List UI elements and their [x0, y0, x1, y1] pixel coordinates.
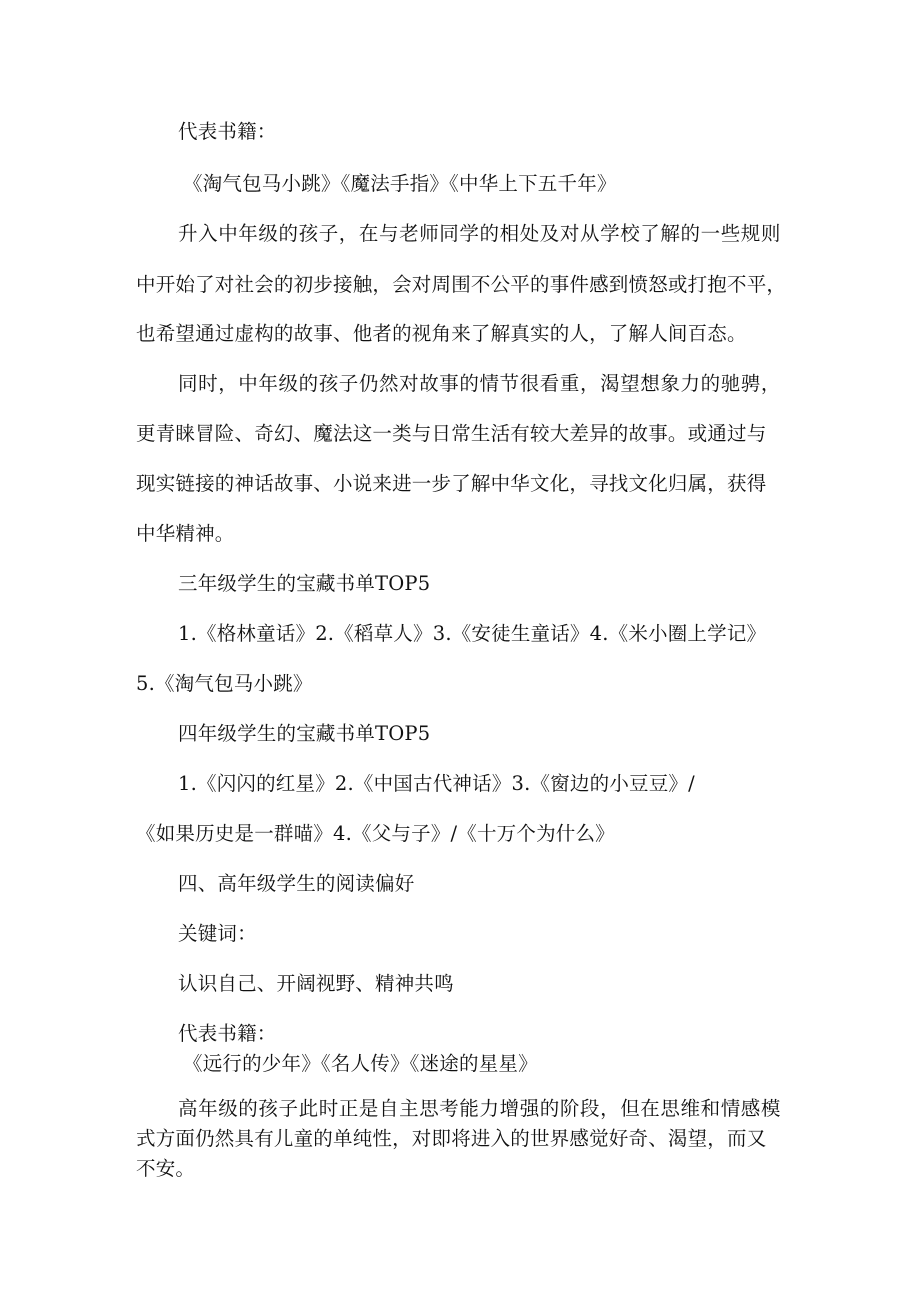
paragraph-line: 也希望通过虚构的故事、他者的视角来了解真实的人，了解人间百态。 [136, 322, 747, 345]
rep-books-label: 代表书籍： [178, 1022, 277, 1045]
paragraph-line: 中华精神。 [136, 522, 235, 545]
book-list-title: 四年级学生的宝藏书单TOP5 [178, 722, 431, 745]
book-list-line: 《如果历史是一群喵》4.《父与子》/《十万个为什么》 [136, 822, 615, 845]
rep-books-list: 《远行的少年》《名人传》《迷途的星星》 [183, 1052, 538, 1075]
rep-books-label: 代表书籍： [178, 120, 277, 143]
paragraph-line: 现实链接的神话故事、小说来进一步了解中华文化，寻找文化归属，获得 [136, 472, 767, 495]
paragraph-line: 式方面仍然具有儿童的单纯性，对即将进入的世界感觉好奇、渴望，而又 [136, 1127, 767, 1150]
book-list-line: 1.《格林童话》2.《稻草人》3.《安徒生童话》4.《米小圈上学记》 [178, 622, 767, 645]
keywords-value: 认识自己、开阔视野、精神共鸣 [178, 972, 454, 995]
keywords-label: 关键词： [178, 922, 257, 945]
rep-books-list: 《淘气包马小跳》《魔法手指》《中华上下五千年》 [183, 172, 617, 195]
paragraph-line: 升入中年级的孩子，在与老师同学的相处及对从学校了解的一些规则 [178, 222, 782, 245]
paragraph-line: 同时，中年级的孩子仍然对故事的情节很看重，渴望想象力的驰骋， [178, 372, 782, 395]
paragraph-line: 不安。 [136, 1157, 196, 1180]
paragraph-line: 中开始了对社会的初步接触，会对周围不公平的事件感到愤怒或打抱不平， [136, 273, 787, 296]
book-list-line: 5.《淘气包马小跳》 [136, 672, 313, 695]
paragraph-line: 更青睐冒险、奇幻、魔法这一类与日常生活有较大差异的故事。或通过与 [136, 422, 767, 445]
book-list-line: 1.《闪闪的红星》2.《中国古代神话》3.《窗边的小豆豆》/ [178, 772, 695, 795]
book-list-title: 三年级学生的宝藏书单TOP5 [178, 572, 431, 595]
paragraph-line: 高年级的孩子此时正是自主思考能力增强的阶段，但在思维和情感模 [178, 1097, 782, 1120]
section-heading: 四、高年级学生的阅读偏好 [178, 872, 415, 895]
